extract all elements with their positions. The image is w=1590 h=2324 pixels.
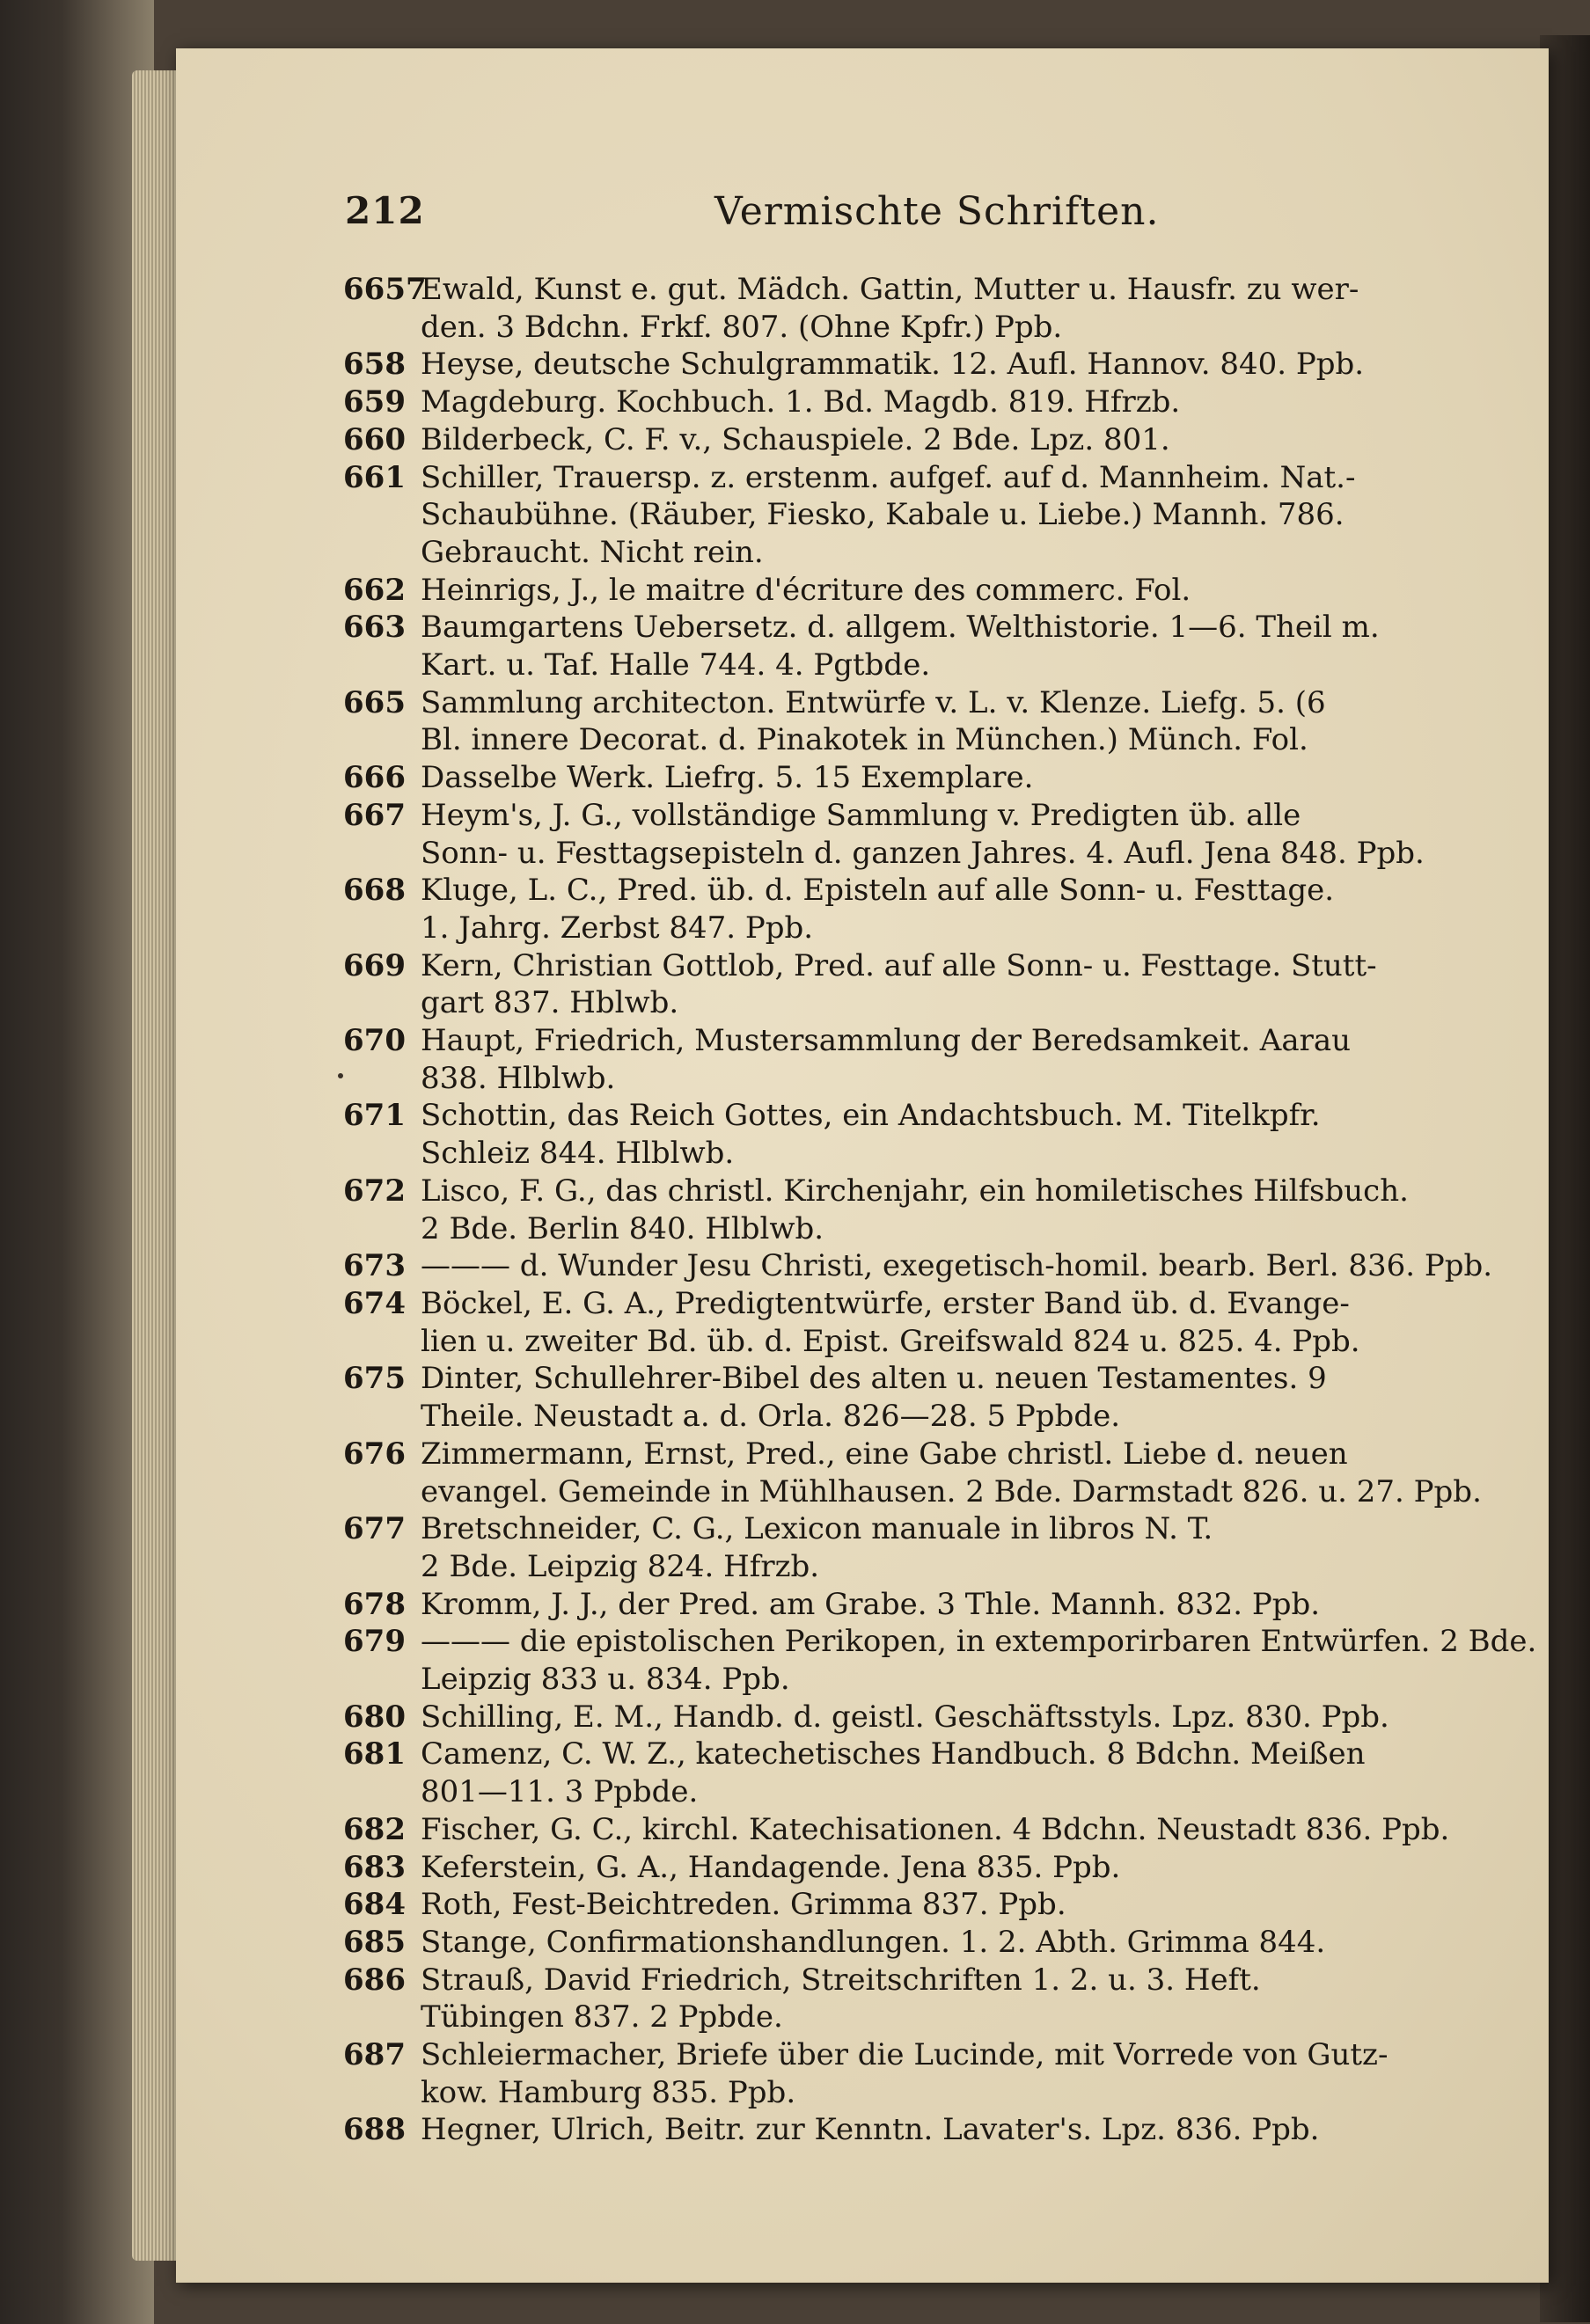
catalog-entry: [343, 1247, 1493, 1285]
catalog-entry: [343, 759, 1434, 797]
entry-text: [421, 1849, 1434, 1887]
entry-line: Heyse, deutsche Schulgrammatik. 12. Aufl. Hannov. 840. Ppb.: [421, 347, 1365, 383]
entry-line: Tübingen 837. 2 Ppbde.: [421, 1999, 783, 2035]
entry-number: 669: [343, 947, 406, 983]
entry-line: den. 3 Bdchn. Frkf. 807. (Ohne Kpfr.) Ppb.: [421, 309, 1063, 345]
entry-number: 662: [343, 572, 406, 608]
entry-line: Bilderbeck, C. F. v., Schauspiele. 2 Bde. Lpz. 801.: [421, 421, 1170, 457]
entry-number: 684: [343, 1887, 406, 1923]
catalog-entry: [343, 572, 1434, 610]
entry-text: [421, 684, 1434, 759]
entry-line: Heinrigs, J., le maitre d'écriture des commerc. Fol.: [421, 572, 1191, 608]
entry-text: [421, 346, 1434, 384]
entry-number: 682: [343, 1811, 406, 1847]
entry-text: [421, 2036, 1434, 2111]
entry-line: Gebraucht. Nicht rein.: [421, 534, 764, 570]
entry-text: [421, 1510, 1434, 1585]
entry-line: Heym's, J. G., vollständige Sammlung v. Predigten üb. alle: [421, 797, 1301, 833]
entry-number: 667: [343, 797, 406, 833]
entry-number: 675: [343, 1361, 406, 1397]
catalog-entry: [343, 1510, 1434, 1585]
entry-text: [421, 1360, 1434, 1435]
catalog-entry: [343, 1699, 1434, 1736]
entry-line: Camenz, C. W. Z., katechetisches Handbuch. 8 Bdchn. Meißen: [421, 1736, 1366, 1772]
entry-number: 685: [343, 1924, 406, 1960]
catalog-entry: [343, 872, 1434, 946]
entry-number: 663: [343, 610, 406, 646]
entry-text: [421, 609, 1434, 683]
catalog-entry: [343, 947, 1434, 1022]
catalog-entry: [343, 346, 1434, 384]
entry-text: [421, 1736, 1434, 1810]
entry-line: Theile. Neustadt a. d. Orla. 826—28. 5 Ppbde.: [421, 1399, 1121, 1435]
catalog-entry: [343, 1623, 1537, 1698]
entry-line: ——— die epistolischen Perikopen, in extemporirbaren Entwürfen. 2 Bde.: [421, 1624, 1537, 1660]
entry-line: Lisco, F. G., das christl. Kirchenjahr, ein homiletisches Hilfsbuch.: [421, 1173, 1409, 1209]
entry-number: 687: [343, 2037, 406, 2073]
entry-line: Kluge, L. C., Pred. üb. d. Episteln auf alle Sonn- u. Festtage.: [421, 873, 1335, 909]
entry-text: [421, 1811, 1449, 1849]
entry-number: 671: [343, 1098, 406, 1134]
catalog-entry: [343, 271, 1434, 346]
entry-text: [421, 1586, 1434, 1624]
catalog-entry: [343, 1811, 1450, 1849]
entry-line: Dinter, Schullehrer-Bibel des alten u. neuen Testamentes. 9: [421, 1361, 1327, 1397]
entry-number: 681: [343, 1736, 406, 1772]
entry-line: Sammlung architecton. Entwürfe v. L. v. Klenze. Liefg. 5. (6: [421, 684, 1326, 720]
catalog-entry: [343, 1173, 1434, 1247]
entry-text: [421, 797, 1434, 872]
entry-line: Kart. u. Taf. Halle 744. 4. Pgtbde.: [421, 647, 931, 683]
catalog-entry: [343, 1285, 1434, 1360]
entry-text: [421, 1699, 1434, 1736]
entry-text: [421, 1924, 1434, 1962]
catalog-entry: [343, 1022, 1434, 1097]
entry-number: 686: [343, 1962, 406, 1998]
catalog-entry: [343, 1962, 1434, 2036]
entry-number: 665: [343, 684, 406, 720]
entry-text: [421, 1436, 1482, 1510]
entry-number: 666: [343, 760, 406, 796]
entry-line: Keferstein, G. A., Handagende. Jena 835. Ppb.: [421, 1849, 1121, 1885]
entry-line: lien u. zweiter Bd. üb. d. Epist. Greifswald 824 u. 825. 4. Ppb.: [421, 1323, 1360, 1359]
entry-number: 661: [343, 459, 406, 495]
entry-text: [421, 421, 1434, 459]
entry-text: [421, 947, 1434, 1022]
entry-line: Magdeburg. Kochbuch. 1. Bd. Magdb. 819. Hfrzb.: [421, 384, 1181, 420]
entry-line: evangel. Gemeinde in Mühlhausen. 2 Bde. Darmstadt 826. u. 27. Ppb.: [421, 1473, 1482, 1509]
catalog-entry: [343, 1849, 1434, 1887]
entry-number: 668: [343, 873, 406, 909]
entry-number: 672: [343, 1173, 406, 1209]
book-spine: [0, 0, 154, 2324]
catalog-entry: [343, 1924, 1434, 1962]
entry-line: Schaubühne. (Räuber, Fiesko, Kabale u. Liebe.) Mannh. 786.: [421, 497, 1345, 533]
entry-number: 673: [343, 1248, 406, 1284]
entry-line: Dasselbe Werk. Liefrg. 5. 15 Exemplare.: [421, 760, 1034, 796]
entry-text: [421, 872, 1434, 946]
entry-line: Baumgartens Uebersetz. d. allgem. Welthistorie. 1—6. Theil m.: [421, 610, 1380, 646]
entry-number: 660: [343, 421, 406, 457]
entry-text: [421, 271, 1434, 346]
catalog-entry: [343, 2111, 1434, 2149]
entry-number: 6657: [343, 272, 427, 307]
entry-text: [421, 759, 1434, 797]
entry-line: Kern, Christian Gottlob, Pred. auf alle Sonn- u. Festtage. Stutt-: [421, 947, 1377, 983]
entry-line: 838. Hlblwb.: [421, 1060, 616, 1096]
entry-line: Schottin, das Reich Gottes, ein Andachtsbuch. M. Titelkpfr.: [421, 1098, 1321, 1134]
entry-line: Roth, Fest-Beichtreden. Grimma 837. Ppb.: [421, 1887, 1066, 1923]
page-number: 212: [345, 189, 425, 232]
entry-line: Kromm, J. J., der Pred. am Grabe. 3 Thle. Mannh. 832. Ppb.: [421, 1586, 1321, 1622]
entry-text: [421, 1285, 1434, 1360]
entry-number: 677: [343, 1511, 406, 1547]
entry-line: 801—11. 3 Ppbde.: [421, 1774, 699, 1810]
entry-line: Bretschneider, C. G., Lexicon manuale in libros N. T.: [421, 1511, 1213, 1547]
entry-line: Hegner, Ulrich, Beitr. zur Kenntn. Lavater's. Lpz. 836. Ppb.: [421, 2112, 1320, 2148]
entry-line: Ewald, Kunst e. gut. Mädch. Gattin, Mutter u. Hausfr. zu wer-: [421, 272, 1359, 307]
entry-line: Schleiz 844. Hlblwb.: [421, 1136, 735, 1172]
entry-line: Schilling, E. M., Handb. d. geistl. Geschäftsstyls. Lpz. 830. Ppb.: [421, 1699, 1389, 1735]
entry-text: [421, 1022, 1434, 1097]
entry-line: Sonn- u. Festtagsepisteln d. ganzen Jahres. 4. Aufl. Jena 848. Ppb.: [421, 835, 1425, 871]
entry-number: 676: [343, 1436, 406, 1472]
entry-line: Leipzig 833 u. 834. Ppb.: [421, 1662, 790, 1698]
entry-line: gart 837. Hblwb.: [421, 985, 679, 1021]
running-head: Vermischte Schriften.: [714, 189, 1160, 234]
entry-number: 680: [343, 1699, 406, 1735]
catalog-entry: [343, 2036, 1434, 2111]
entry-line: Haupt, Friedrich, Mustersammlung der Beredsamkeit. Aarau: [421, 1023, 1352, 1059]
catalog-entry: [343, 1360, 1434, 1435]
page-header: [345, 189, 1427, 251]
entry-number: 683: [343, 1849, 406, 1885]
catalog-entry: [343, 797, 1434, 872]
entry-number: 688: [343, 2112, 406, 2148]
catalog-entry: [343, 1886, 1434, 1924]
entry-line: 2 Bde. Leipzig 824. Hfrzb.: [421, 1548, 820, 1584]
entry-line: Zimmermann, Ernst, Pred., eine Gabe christl. Liebe d. neuen: [421, 1436, 1348, 1472]
entry-text: [421, 572, 1434, 610]
catalog-entry: [343, 1436, 1482, 1510]
entry-number: 678: [343, 1586, 406, 1622]
catalog-entry: [343, 684, 1434, 759]
catalog-entry: [343, 1097, 1434, 1172]
entry-line: Stange, Confirmationshandlungen. 1. 2. Abth. Grimma 844.: [421, 1924, 1326, 1960]
catalog-entry: [343, 1586, 1434, 1624]
entry-line: Schleiermacher, Briefe über die Lucinde, mit Vorrede von Gutz-: [421, 2037, 1389, 2073]
entry-line: ——— d. Wunder Jesu Christi, exegetisch-homil. bearb. Berl. 836. Ppb.: [421, 1248, 1493, 1284]
catalog-entry: [343, 459, 1434, 572]
entry-text: [421, 1097, 1434, 1172]
entry-text: [421, 384, 1434, 421]
entry-number: 659: [343, 384, 406, 420]
entry-line: Schiller, Trauersp. z. erstenm. aufgef. auf d. Mannheim. Nat.-: [421, 459, 1356, 495]
entry-text: [421, 1886, 1434, 1924]
entry-line: Böckel, E. G. A., Predigtentwürfe, erster Band üb. d. Evange-: [421, 1285, 1350, 1321]
catalog-entries: [343, 271, 1537, 2149]
entry-number: 658: [343, 347, 406, 383]
entry-line: Bl. innere Decorat. d. Pinakotek in München.) Münch. Fol.: [421, 722, 1308, 758]
catalog-entry: [343, 421, 1434, 459]
entry-number: 674: [343, 1285, 406, 1321]
entry-text: [421, 1173, 1434, 1247]
entry-text: [421, 459, 1434, 572]
entry-line: kow. Hamburg 835. Ppb.: [421, 2074, 796, 2110]
catalog-entry: [343, 384, 1434, 421]
entry-text: [421, 1962, 1434, 2036]
entry-number: 679: [343, 1624, 406, 1660]
catalog-entry: [343, 609, 1434, 683]
entry-line: 2 Bde. Berlin 840. Hlblwb.: [421, 1210, 824, 1246]
entry-text: [421, 1623, 1536, 1698]
entry-line: Fischer, G. C., kirchl. Katechisationen. 4 Bdchn. Neustadt 836. Ppb.: [421, 1811, 1450, 1847]
entry-line: Strauß, David Friedrich, Streitschriften 1. 2. u. 3. Heft.: [421, 1962, 1261, 1998]
entry-line: 1. Jahrg. Zerbst 847. Ppb.: [421, 910, 814, 946]
entry-number: 670: [343, 1023, 406, 1059]
entry-text: [421, 1247, 1492, 1285]
entry-text: [421, 2111, 1434, 2149]
catalog-entry: [343, 1736, 1434, 1810]
